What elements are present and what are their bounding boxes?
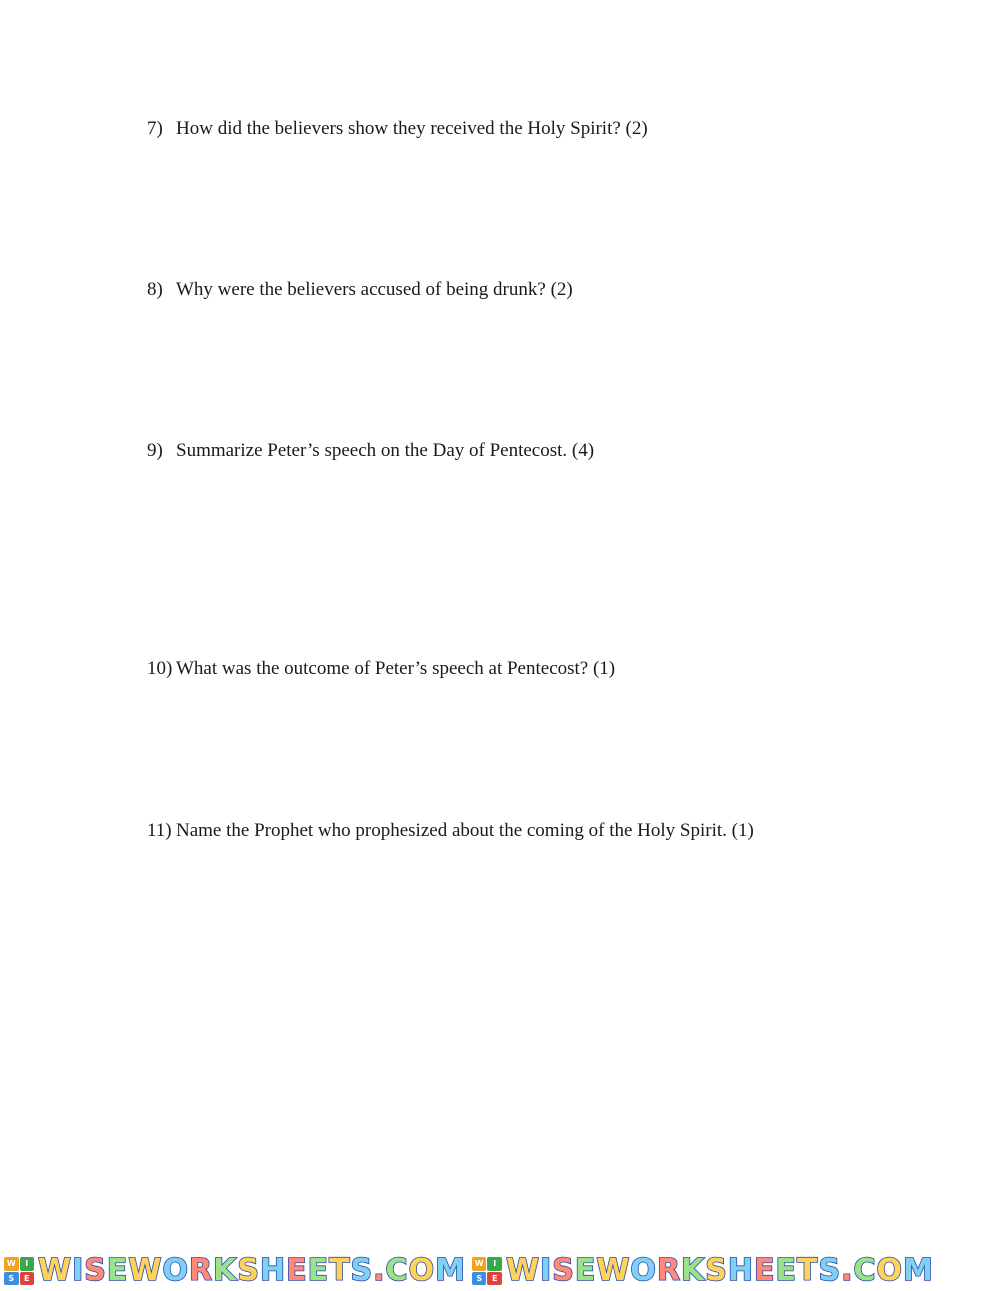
- question-9: [147, 439, 594, 463]
- question-text: Why were the believers accused of being drunk? (2): [176, 279, 573, 300]
- question-text: Name the Prophet who prophesized about the coming of the Holy Spirit. (1): [176, 820, 754, 841]
- logo-letter: I: [487, 1257, 502, 1271]
- logo-letter: S: [4, 1272, 19, 1286]
- question-number: 10): [147, 658, 173, 679]
- logo-letter: E: [487, 1272, 502, 1286]
- brand-text: WISEWORKSHEETS.COM: [505, 1253, 934, 1288]
- logo-letter: E: [20, 1272, 35, 1286]
- question-8: [147, 278, 573, 302]
- question-text: What was the outcome of Peter’s speech at Pentecost? (1): [176, 658, 616, 679]
- question-number: 7): [147, 118, 163, 139]
- brand-text: WISEWORKSHEETS.COM: [38, 1253, 466, 1288]
- logo-letter: W: [4, 1257, 19, 1271]
- question-text: How did the believers show they received the Holy Spirit? (2): [176, 118, 648, 139]
- question-number: 8): [147, 279, 163, 300]
- question-number: 9): [147, 440, 163, 461]
- brand-logo: [4, 1253, 466, 1288]
- logo-letter: W: [472, 1257, 487, 1271]
- question-10: [147, 657, 615, 681]
- brand-logo: [472, 1253, 934, 1288]
- question-number: 11): [147, 820, 172, 841]
- question-text: Summarize Peter’s speech on the Day of Pentecost. (4): [176, 440, 595, 461]
- question-11: [147, 819, 754, 843]
- logo-letter: S: [472, 1272, 487, 1286]
- logo-badge-icon: [472, 1257, 502, 1285]
- question-7: [147, 117, 648, 141]
- logo-badge-icon: [4, 1257, 34, 1285]
- logo-letter: I: [20, 1257, 35, 1271]
- footer-watermark: [0, 1254, 1000, 1288]
